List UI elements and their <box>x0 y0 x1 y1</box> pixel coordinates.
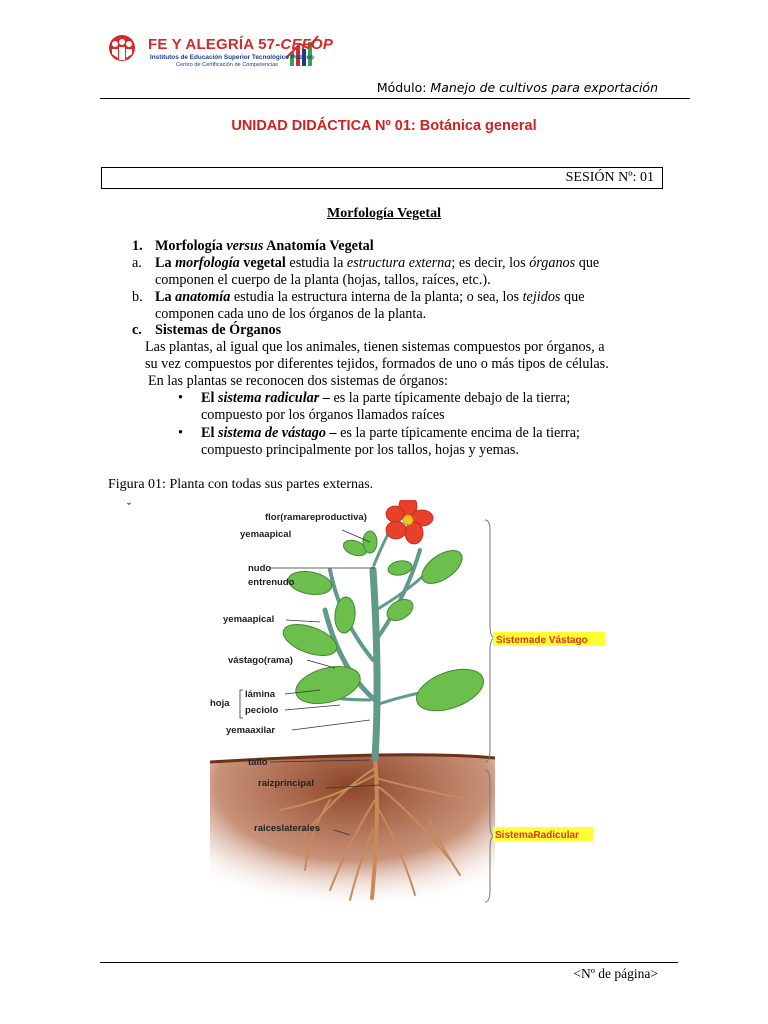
flower <box>386 500 433 544</box>
label-yema-apical-top: yemaapical <box>240 529 292 540</box>
paragraph-line-2: su vez compuestos por diferentes tejidos, formados de uno o más tipos de células. <box>145 356 609 372</box>
item-b-line1: La anatomía estudia la estructura interna de la planta; o sea, los tejidos que <box>155 289 585 305</box>
label-peciolo: peciolo <box>245 705 279 716</box>
session-box <box>101 167 663 189</box>
paragraph-line-1: Las plantas, al igual que los animales, tienen sistemas compuestos por órganos, a <box>145 339 605 355</box>
label-yema-axilar: yemaaxilar <box>226 725 276 736</box>
logo-title: FE Y ALEGRÍA 57-CEFOP <box>148 36 334 53</box>
label-hoja: hoja <box>210 698 230 709</box>
bullet1-line2: compuesto por los órganos llamados raíces <box>201 407 445 423</box>
label-flor: flor(ramareproductiva) <box>265 512 367 523</box>
module-header: Módulo: Manejo de cultivos para exportación <box>376 80 658 95</box>
logo-subtitle-2: Centro de Certificación de Competencias <box>176 62 278 68</box>
item-c-heading: Sistemas de Órganos <box>155 322 282 338</box>
plant-diagram <box>210 500 610 910</box>
label-lamina: lámina <box>245 689 276 700</box>
item-a-letter: a. <box>132 255 142 271</box>
bullet-icon: • <box>178 425 183 441</box>
session-label: SESIÓN Nº: 01 <box>565 170 654 185</box>
item-c-letter: c. <box>132 322 142 338</box>
footer-divider <box>100 962 678 963</box>
paragraph-line-3: En las plantas se reconocen dos sistemas de órganos: <box>148 373 448 389</box>
label-sistema-radicular: SistemaRadicular <box>495 830 579 841</box>
label-sistema-vastago: Sistemade Vástago <box>496 635 588 646</box>
logo-title-accent: CEFOP <box>280 36 334 53</box>
label-vastago-rama: vástago(rama) <box>228 655 293 666</box>
section-title: Morfología Vegetal <box>327 206 441 221</box>
bullet1-line1: El sistema radicular – es la parte típicamente debajo de la tierra; <box>201 390 571 406</box>
item-a-line2: componen el cuerpo de la planta (hojas, tallos, raíces, etc.). <box>155 272 491 288</box>
label-yema-apical-mid: yemaapical <box>223 614 275 625</box>
tick-mark: ˇ <box>127 500 131 514</box>
page-number: <Nº de página> <box>573 966 658 981</box>
bullet2-line2: compuesto principalmente por los tallos, hojas y yemas. <box>201 442 519 458</box>
figure-caption: Figura 01: Planta con todas sus partes externas. <box>108 477 374 492</box>
label-entrenudo: entrenudo <box>248 577 295 588</box>
bullet-icon: • <box>178 390 183 406</box>
label-nudo: nudo <box>248 563 272 574</box>
item1-heading: Morfología versus Anatomía Vegetal <box>155 238 374 254</box>
bullet2-line1: El sistema de vástago – es la parte típicamente encima de la tierra; <box>201 425 581 441</box>
logo-subtitle: Institutos de Educación Superior Tecnológico Público <box>150 54 314 61</box>
label-raiz-principal: raizprincipal <box>258 778 314 789</box>
header-divider <box>100 98 690 99</box>
item-b-line2: componen cada uno de los órganos de la planta. <box>155 306 427 322</box>
unit-title: UNIDAD DIDÁCTICA Nº 01: Botánica general <box>231 118 537 134</box>
item1-number: 1. <box>132 238 143 254</box>
item-b-letter: b. <box>132 289 143 305</box>
label-tallo: tallo <box>248 757 268 768</box>
item-a-line1: La morfología vegetal estudia la estructura externa; es decir, los órganos que <box>155 255 600 271</box>
label-raices-laterales: raiceslaterales <box>254 823 321 834</box>
